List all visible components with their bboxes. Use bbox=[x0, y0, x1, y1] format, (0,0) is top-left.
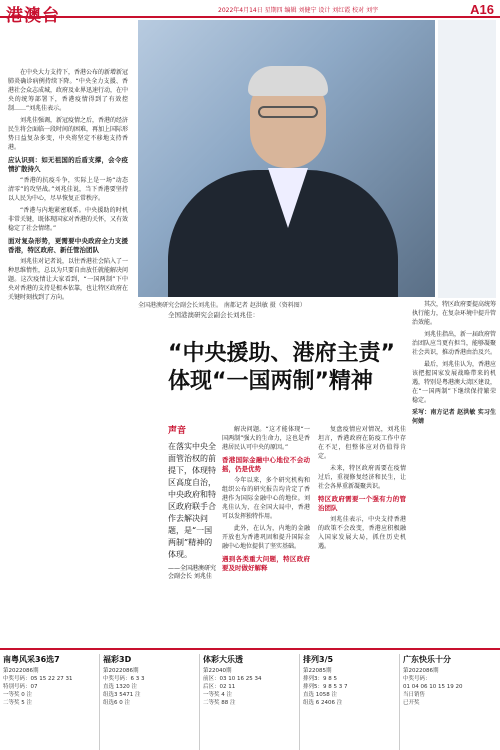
body-subhead: 遇到各类重大问题，特区政府要及时做好解释 bbox=[222, 555, 310, 572]
photo-hair bbox=[248, 66, 328, 96]
lottery-title: 南粤风采36选7 bbox=[3, 655, 60, 664]
lottery-line: 第2022086期 bbox=[403, 668, 439, 674]
body-column-2 bbox=[318, 425, 406, 554]
body-column-3 bbox=[412, 300, 496, 429]
photo-glasses bbox=[258, 106, 318, 118]
lottery-line: 后区：02 11 bbox=[203, 684, 236, 690]
masthead bbox=[0, 0, 500, 26]
lottery-line: 前区：03 10 16 25 34 bbox=[203, 676, 262, 682]
left-subhead-1: 应认识到：如无祖国的后盾支撑，会令疫情扩散持久 bbox=[8, 156, 128, 173]
lottery-line: 当日销售 bbox=[403, 692, 426, 698]
lottery-line: 排列3：9 8 5 bbox=[303, 676, 337, 682]
body-para: 今年以来，多个研究机构和组织公布的研究报告均肯定了香港作为国际金融中心的地位。刘兆佳认为，在全国大局中，香港可以发挥独特作用。 bbox=[222, 477, 310, 520]
lottery-line: 01 04 06 10 15 19 20 bbox=[403, 684, 463, 690]
lottery-title: 广东快乐十分 bbox=[403, 655, 451, 664]
headline-line-1: “中央援助、港府主责” bbox=[168, 341, 395, 366]
lottery-line: 组选3 5471 注 bbox=[103, 692, 141, 698]
left-subhead-2: 面对复杂形势，更需要中央政府全力支援香港，特区政府、新任管治团队 bbox=[8, 237, 128, 254]
lottery-line: 二等奖 88 注 bbox=[203, 700, 236, 706]
lottery-line: 组选 6 2406 注 bbox=[303, 700, 343, 706]
body-para: 最后，刘兆佳认为，香港应该把握国家发展战略带来的机遇，特别是粤港澳大湾区建设，在“一国两制”下继续保持繁荣稳定。 bbox=[412, 361, 497, 404]
lottery-line: 一等奖 4 注 bbox=[203, 692, 232, 698]
portrait-photo bbox=[138, 20, 435, 297]
lottery-line: 第22085期 bbox=[303, 668, 332, 674]
lottery-line: 直选 1058 注 bbox=[303, 692, 337, 698]
pullquote-source: ——全国港澳研究会副会长 刘兆佳 bbox=[168, 565, 217, 580]
body-para: 刘兆佳表示，中央支持香港的政策不会改变，香港应积极融入国家发展大局，抓住历史机遇。 bbox=[318, 516, 406, 550]
body-para: 未来，特区政府需要在疫情过后，重视修复经济和民生，让社会各界重新凝聚共识。 bbox=[318, 465, 406, 490]
photo-caption: 全国港澳研究会副会长刘兆佳。 南都记者 赵洪敏 摄（资料图） bbox=[138, 302, 306, 309]
right-column-top bbox=[438, 20, 496, 298]
lottery-results-strip bbox=[0, 648, 500, 750]
body-column-1 bbox=[222, 425, 310, 575]
reporter-credit: 采写：南方记者 赵洪敏 实习生 何婧 bbox=[412, 409, 496, 425]
lottery-line: 二等奖 5 注 bbox=[3, 700, 32, 706]
body-subhead: 香港国际金融中心地位不会动摇，仍是优势 bbox=[222, 456, 310, 473]
lottery-line: 第22040期 bbox=[203, 668, 232, 674]
pullquote bbox=[168, 425, 216, 581]
lottery-box bbox=[300, 654, 400, 750]
lottery-line: 已开奖 bbox=[403, 700, 420, 706]
body-subhead: 特区政府需要一个强有力的管治团队 bbox=[318, 495, 406, 512]
lottery-line: 组选6 0 注 bbox=[103, 700, 130, 706]
lottery-line: 直选 1320 注 bbox=[103, 684, 137, 690]
section-title: 港澳台 bbox=[6, 6, 60, 26]
lottery-box bbox=[200, 654, 300, 750]
body-para: 其次，特区政府要提高统筹执行能力，在复杂环境中提升管治效能。 bbox=[412, 301, 497, 326]
lottery-line: 第2022086期 bbox=[3, 668, 39, 674]
date-line: 2022年4月14日 星期四 编辑 刘健宁 设计 刘红霞 校对 刘宇 bbox=[218, 7, 379, 14]
lottery-box bbox=[100, 654, 200, 750]
body-para: 复盘疫情应对情况，刘兆佳坦言，香港政府在防疫工作中存在不足，但整体应对仍值得肯定。 bbox=[318, 426, 406, 460]
lottery-line: 第2022086期 bbox=[103, 668, 139, 674]
body-para: 此外，在认为，内地的金融开放也为香港巩固和提升国际金融中心地位提供了坚实基础。 bbox=[222, 525, 310, 550]
lottery-title: 排列3/5 bbox=[303, 655, 334, 664]
headline-byline: 全国港澳研究会副会长刘兆佳： bbox=[168, 311, 259, 319]
lottery-line: 一等奖 0 注 bbox=[3, 692, 32, 698]
left-para-3: “香港的抗疫斗争，实际上是一场“动态清零”的攻坚战。”刘兆佳说，当下香港要坚持以人民为中心，尽早恢复正常秩序。 bbox=[8, 177, 128, 202]
lottery-title: 福彩3D bbox=[103, 655, 132, 664]
pullquote-title: 声音 bbox=[168, 426, 187, 436]
pullquote-text: 在落实中央全面管治权的前提下，体现特区高度自治，中央政府和特区政府联手合作去解决问题，是“一国两制”精神的体现。 bbox=[168, 442, 216, 559]
lottery-line: 中奖号码： bbox=[403, 676, 431, 682]
lottery-line: 特别号码：07 bbox=[3, 684, 38, 690]
lottery-line: 中奖号码：05 15 22 27 31 bbox=[3, 676, 73, 682]
left-para-4: “香港与内地紧密联系。中央援助的时机非常关键，既体现国家对香港的关怀，又有效稳定了社会情绪。” bbox=[8, 207, 129, 232]
body-para: 解决问题。“这才能体现“一国两制”强大的生命力，这也是香港居民认可中央的原因。” bbox=[222, 426, 310, 451]
page-number: A16 bbox=[470, 2, 494, 17]
lottery-line: 中奖号码：6 3 3 bbox=[103, 676, 145, 682]
lottery-line: 排列5：9 8 5 3 7 bbox=[303, 684, 348, 690]
headline-line-2: 体现“一国两制”精神 bbox=[168, 369, 373, 394]
left-column bbox=[8, 68, 128, 305]
lottery-title: 体彩大乐透 bbox=[203, 655, 243, 664]
left-para-2: 刘兆佳强调，新冠疫情之后，香港的经济民生将会面临一段时间的困难，再加上国际形势日益复杂多变，中央将坚定不移地支持香港。 bbox=[8, 117, 129, 151]
left-para-5: 刘兆佳对记者说，以往香港社会陷入了一种思维惰性，总以为只要自由放任就能解决问题。这次疫情让大家看到，“一国两制”下中央对香港的支持是根本依靠，也让特区政府在关键时刻找到了方向。 bbox=[8, 258, 129, 301]
lottery-box bbox=[400, 654, 500, 750]
body-para: 刘兆佳指出，新一届政府管治团队应当更有担当，能够凝聚社会共识，推动香港由治及兴。 bbox=[412, 331, 497, 356]
left-para-1: 在中央大力支持下，香港公布的新增新冠肺炎确诊病例持续下降。“中央全力支援、香港社会众志成城，政府及业界迅速行动，在中央的统筹部署下，香港疫情得到了有效控制……”刘兆佳表示。 bbox=[8, 69, 129, 112]
lottery-box bbox=[0, 654, 100, 750]
